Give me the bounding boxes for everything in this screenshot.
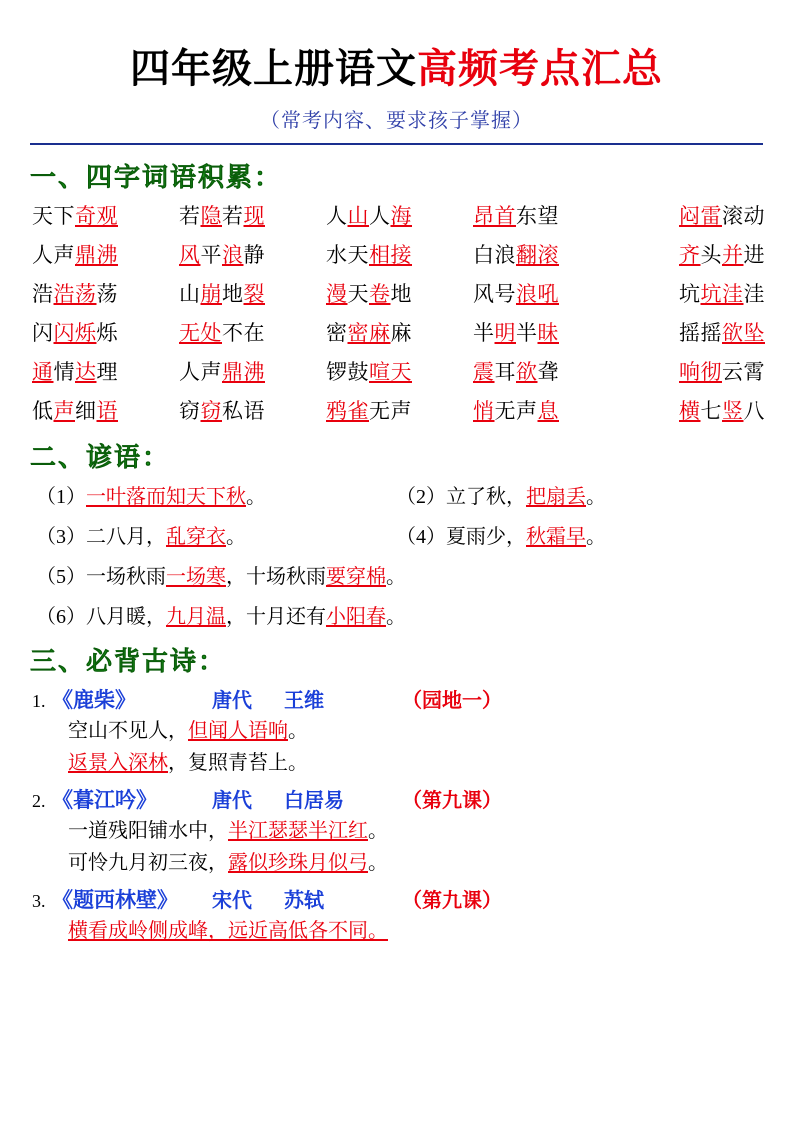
- poem-entry: [32, 884, 767, 946]
- proverb-run: （1）: [36, 486, 86, 508]
- proverb-run: 。: [386, 566, 406, 588]
- word-item: [179, 278, 324, 308]
- word-run: 无声: [494, 399, 538, 423]
- poem-run: 。: [288, 720, 308, 742]
- proverb-run: 九月温: [166, 606, 226, 628]
- word-run: 滚动: [722, 204, 765, 228]
- page-title: [26, 44, 767, 94]
- poem-author: 白居易: [284, 790, 344, 812]
- word-run: 摇摇: [679, 321, 722, 345]
- proverb-run: ，十月还有: [226, 606, 326, 628]
- proverb-item: [36, 560, 767, 589]
- proverb-item: [36, 600, 767, 629]
- poem-number: 3.: [32, 891, 46, 911]
- poem-run: 空山不见人，: [68, 720, 188, 742]
- word-run: 漫: [326, 282, 348, 306]
- poem-run: ，复照青苔上。: [168, 752, 308, 774]
- poem-entry: [32, 684, 767, 778]
- word-item: [326, 200, 471, 230]
- proverb-run: 秋霜早: [526, 526, 586, 548]
- word-run: 现: [243, 204, 265, 228]
- proverb-item: [396, 480, 767, 509]
- word-item: [32, 356, 177, 386]
- word-run: 坑洼: [700, 282, 744, 306]
- poem-list: [26, 684, 767, 946]
- proverb-item: [36, 480, 396, 509]
- title-red-part: 高频考点汇总: [417, 46, 663, 91]
- word-item: [179, 395, 324, 425]
- proverb-run: （3）二八月，: [36, 526, 166, 548]
- word-run: 云霄: [722, 360, 765, 384]
- word-run: 人声: [179, 360, 222, 384]
- word-run: 昧: [537, 321, 559, 345]
- word-run: 响彻: [679, 360, 722, 384]
- word-item: [473, 356, 618, 386]
- word-run: 地: [390, 282, 412, 306]
- proverb-run: 。: [386, 606, 406, 628]
- word-run: 低: [32, 399, 54, 423]
- poem-run: 一道残阳铺水中，: [68, 820, 228, 842]
- word-run: 昂首: [473, 204, 516, 228]
- word-run: 坑: [679, 282, 701, 306]
- word-run: 静: [243, 243, 265, 267]
- proverb-run: 把扇丢: [526, 486, 586, 508]
- word-run: 浪: [222, 243, 244, 267]
- poem-author: 王维: [284, 690, 324, 712]
- word-run: 欲: [516, 360, 538, 384]
- word-run: 鼎沸: [75, 243, 118, 267]
- proverb-row: [36, 480, 767, 509]
- word-run: 七: [700, 399, 722, 423]
- proverb-run: 乱穿衣: [166, 526, 226, 548]
- word-run: 闷雷: [679, 204, 722, 228]
- word-item: [620, 278, 765, 308]
- word-run: 喧天: [369, 360, 412, 384]
- word-item: [32, 200, 177, 230]
- proverb-run: 。: [586, 526, 606, 548]
- proverb-run: （5）一场秋雨: [36, 566, 166, 588]
- proverb-run: （4）夏雨少，: [396, 526, 526, 548]
- poem-line: [68, 917, 767, 946]
- section-one-heading: 一、四字词语积累：: [30, 163, 283, 192]
- poem-source: （园地一）: [402, 690, 502, 712]
- word-run: 白浪: [473, 243, 516, 267]
- word-item: [179, 356, 324, 386]
- proverb-run: （2）立了秋，: [396, 486, 526, 508]
- word-item: [326, 278, 471, 308]
- word-run: 洼: [743, 282, 765, 306]
- word-run: 风号: [473, 282, 516, 306]
- word-run: 人: [326, 204, 348, 228]
- word-run: 并: [722, 243, 744, 267]
- poem-dynasty: 宋代: [212, 890, 252, 912]
- word-item: [473, 239, 618, 269]
- poem-line: [68, 717, 767, 746]
- word-run: 人声: [32, 243, 75, 267]
- poem-line: [68, 849, 767, 878]
- proverb-run: 小阳春: [326, 606, 386, 628]
- word-run: 耳: [494, 360, 516, 384]
- proverb-item: [396, 520, 767, 549]
- poem-run: 半江瑟瑟半江红: [228, 820, 368, 842]
- word-run: 若: [222, 204, 244, 228]
- poem-number: 2.: [32, 791, 46, 811]
- word-run: 闪: [32, 321, 54, 345]
- word-run: 人: [369, 204, 391, 228]
- word-run: 声: [53, 399, 75, 423]
- four-character-words-grid: [32, 200, 765, 425]
- word-run: 若: [179, 204, 201, 228]
- word-run: 半: [516, 321, 538, 345]
- page-subtitle: （常考内容、要求孩子掌握）: [260, 110, 533, 132]
- word-run: 崩: [200, 282, 222, 306]
- word-item: [32, 239, 177, 269]
- word-item: [473, 317, 618, 347]
- word-run: 闪烁: [53, 321, 97, 345]
- word-run: 欲坠: [722, 321, 765, 345]
- proverb-run: 一叶落而知天下秋: [86, 486, 246, 508]
- word-item: [620, 395, 765, 425]
- word-item: [32, 317, 177, 347]
- poem-run: 。: [368, 852, 388, 874]
- word-run: 水天: [326, 243, 369, 267]
- word-run: 风: [179, 243, 201, 267]
- word-run: 鸦雀: [326, 399, 369, 423]
- poem-title: 《题西林壁》: [52, 888, 178, 912]
- word-run: 裂: [243, 282, 265, 306]
- proverb-run: 一场寒: [166, 566, 226, 588]
- word-run: 语: [96, 399, 118, 423]
- word-run: 半: [473, 321, 495, 345]
- poem-run: 但闻人语响: [188, 720, 288, 742]
- word-run: 相接: [369, 243, 412, 267]
- proverb-run: 。: [586, 486, 606, 508]
- poem-source: （第九课）: [402, 790, 502, 812]
- word-run: 细: [75, 399, 97, 423]
- word-run: 竖: [722, 399, 744, 423]
- poem-entry: [32, 784, 767, 878]
- poem-run: 返景入深林: [68, 752, 168, 774]
- proverb-run: 要穿棉: [326, 566, 386, 588]
- word-run: 天下: [32, 204, 75, 228]
- word-item: [473, 395, 618, 425]
- word-run: 无声: [369, 399, 412, 423]
- poem-line: [68, 817, 767, 846]
- word-run: 明: [494, 321, 516, 345]
- word-item: [620, 356, 765, 386]
- word-run: 山: [347, 204, 369, 228]
- section-two-heading: 二、谚语：: [30, 443, 171, 472]
- word-run: 横: [679, 399, 701, 423]
- word-run: 山: [179, 282, 201, 306]
- word-item: [620, 200, 765, 230]
- header-divider: [30, 143, 763, 145]
- word-run: 密麻: [347, 321, 391, 345]
- proverb-run: 。: [226, 526, 246, 548]
- word-run: 烁: [96, 321, 118, 345]
- poem-run: 横看成岭侧成峰，远近高低各不同。: [68, 920, 388, 942]
- poem-run: 可怜九月初三夜，: [68, 852, 228, 874]
- word-item: [326, 356, 471, 386]
- poem-number: 1.: [32, 691, 46, 711]
- word-item: [32, 278, 177, 308]
- proverb-run: 。: [246, 486, 266, 508]
- poem-dynasty: 唐代: [212, 790, 252, 812]
- poem-line: [68, 749, 767, 778]
- word-run: 通: [32, 360, 54, 384]
- proverb-run: ，十场秋雨: [226, 566, 326, 588]
- poem-title: 《暮江吟》: [52, 788, 157, 812]
- word-run: 窃: [179, 399, 201, 423]
- word-item: [32, 395, 177, 425]
- proverb-row: [36, 520, 767, 549]
- word-run: 东望: [516, 204, 559, 228]
- word-run: 平: [200, 243, 222, 267]
- word-run: 窃: [200, 399, 222, 423]
- word-item: [326, 395, 471, 425]
- word-item: [473, 278, 618, 308]
- poem-run: 露似珍珠月似弓: [228, 852, 368, 874]
- section-three-heading: 三、必背古诗：: [30, 647, 227, 676]
- word-run: 达: [75, 360, 97, 384]
- word-item: [326, 317, 471, 347]
- word-run: 翻滚: [516, 243, 559, 267]
- word-run: 卷: [369, 282, 391, 306]
- word-run: 悄: [473, 399, 495, 423]
- word-run: 浩荡: [53, 282, 97, 306]
- word-run: 浩: [32, 282, 54, 306]
- poem-run: 。: [368, 820, 388, 842]
- word-run: 锣鼓: [326, 360, 369, 384]
- word-run: 无处: [179, 321, 222, 345]
- word-run: 隐: [200, 204, 222, 228]
- word-item: [620, 239, 765, 269]
- poem-header: [32, 784, 767, 814]
- word-run: 息: [537, 399, 559, 423]
- word-run: 进: [743, 243, 765, 267]
- word-run: 头: [700, 243, 722, 267]
- word-run: 不在: [222, 321, 265, 345]
- word-run: 奇观: [75, 204, 118, 228]
- word-run: 荡: [96, 282, 118, 306]
- word-run: 地: [222, 282, 244, 306]
- word-run: 私语: [222, 399, 265, 423]
- poem-header: [32, 884, 767, 914]
- word-item: [326, 239, 471, 269]
- word-run: 天: [347, 282, 369, 306]
- word-item: [473, 200, 618, 230]
- proverb-list: [36, 480, 767, 629]
- word-run: 麻: [390, 321, 412, 345]
- poem-source: （第九课）: [402, 890, 502, 912]
- word-item: [179, 317, 324, 347]
- word-run: 八: [743, 399, 765, 423]
- word-run: 理: [96, 360, 118, 384]
- title-black-part: 四年级上册语文: [130, 46, 417, 91]
- proverb-item: [36, 520, 396, 549]
- word-item: [179, 239, 324, 269]
- poem-title: 《鹿柴》: [52, 688, 136, 712]
- word-run: 情: [53, 360, 75, 384]
- word-run: 齐: [679, 243, 701, 267]
- word-run: 鼎沸: [222, 360, 265, 384]
- word-run: 密: [326, 321, 348, 345]
- proverb-run: （6）八月暖，: [36, 606, 166, 628]
- word-item: [620, 317, 765, 347]
- word-run: 震: [473, 360, 495, 384]
- word-run: 聋: [537, 360, 559, 384]
- word-run: 海: [390, 204, 412, 228]
- poem-dynasty: 唐代: [212, 690, 252, 712]
- poem-author: 苏轼: [284, 890, 324, 912]
- poem-header: [32, 684, 767, 714]
- word-item: [179, 200, 324, 230]
- word-run: 浪吼: [516, 282, 559, 306]
